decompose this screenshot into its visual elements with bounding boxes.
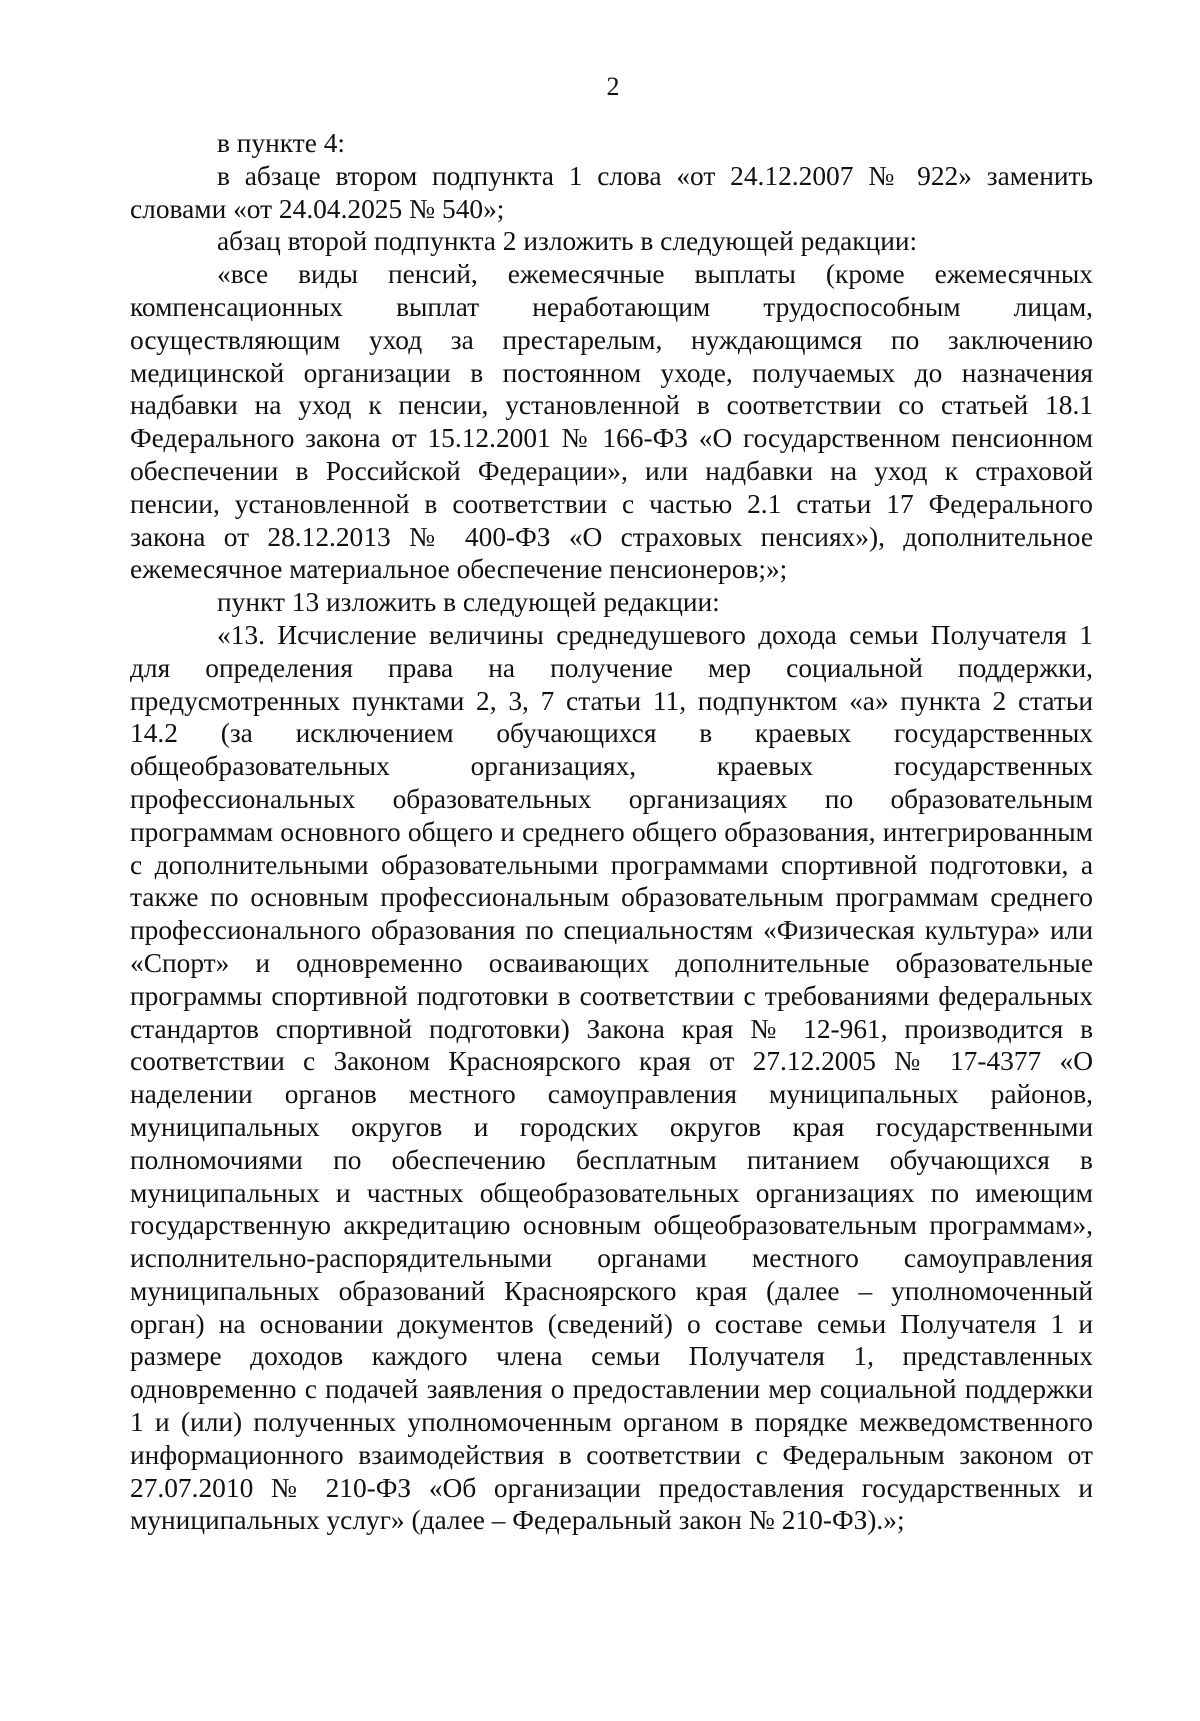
paragraph-point-13-intro: пункт 13 изложить в следующей редакции:: [217, 587, 720, 618]
paragraph-point-13-text: «13. Исчисление величины среднедушевого дохода семьи Получателя 1 для определения права на получение мер социальной поддержки, предусмотренных пунктами 2, 3, 7 статьи 11, подпунктом «а» пункта 2 статьи 14.2 (за исключением обучающихся в краевых государственных общеобразовательных организациях, краевых государственных профессиональных образовательных организациях по образовательным программам основного общего и среднего общего образования, интегрированным с дополнительными образовательными программами спортивной подготовки, а также по основным профессиональным образовательным программам среднего профессионального образования по специальностям «Физическая культура» или «Спорт» и одновременно осваивающих дополнительные образовательные программы спортивной подготовки в соответствии с требованиями федеральных стандартов спортивной подготовки) Закона края № 12-961, производится в соответствии с Законом Красноярского края от 27.12.2005 № 17-4377 «О наделении органов местного самоуправления муниципальных районов, муниципальных округов и городских округов края государственными полномочиями по обеспечению бесплатным питанием обучающихся в муниципальных и частных общеобразовательных организациях по имеющим государственную аккредитацию основным общеобразовательным программам», исполнительно-распорядительными органами местного самоуправления муниципальных образований Красноярского края (далее – уполномоченный орган) на основании документов (сведений) о составе семьи Получателя 1 и размере доходов каждого члена семьи Получателя 1, представленных одновременно с подачей заявления о предоставлении мер социальной поддержки 1 и (или) полученных уполномоченным органом в порядке межведомственного информационного взаимодействия в соответствии с Федеральным законом от 27.07.2010 № 210-ФЗ «Об организации предоставления государственных и муниципальных услуг» (далее – Федеральный закон № 210-ФЗ).»;: [130, 619, 1093, 1536]
document-body: [130, 127, 1093, 1537]
page-number: 2: [606, 72, 620, 101]
paragraph-pensions-text: «все виды пенсий, ежемесячные выплаты (кроме ежемесячных компенсационных выплат неработающим трудоспособным лицам, осуществляющим уход за престарелым, нуждающимся по заключению медицинской организации в постоянном уходе, получаемых до назначения надбавки на уход к пенсии, установленной в соответствии со статьей 18.1 Федерального закона от 15.12.2001 № 166-ФЗ «О государственном пенсионном обеспечении в Российской Федерации», или надбавки на уход к страховой пенсии, установленной в соответствии с частью 2.1 статьи 17 Федерального закона от 28.12.2013 № 400-ФЗ «О страховых пенсиях»), дополнительное ежемесячное материальное обеспечение пенсионеров;»;: [130, 259, 1093, 585]
paragraph-point-4: в пункте 4:: [217, 128, 346, 158]
paragraph-subpoint-2-intro: абзац второй подпункта 2 изложить в следующей редакции:: [217, 226, 918, 257]
paragraph-subpoint-1-amendment: в абзаце втором подпункта 1 слова «от 24.12.2007 № 922» заменить словами «от 24.04.2025 № 540»;: [130, 160, 1093, 224]
